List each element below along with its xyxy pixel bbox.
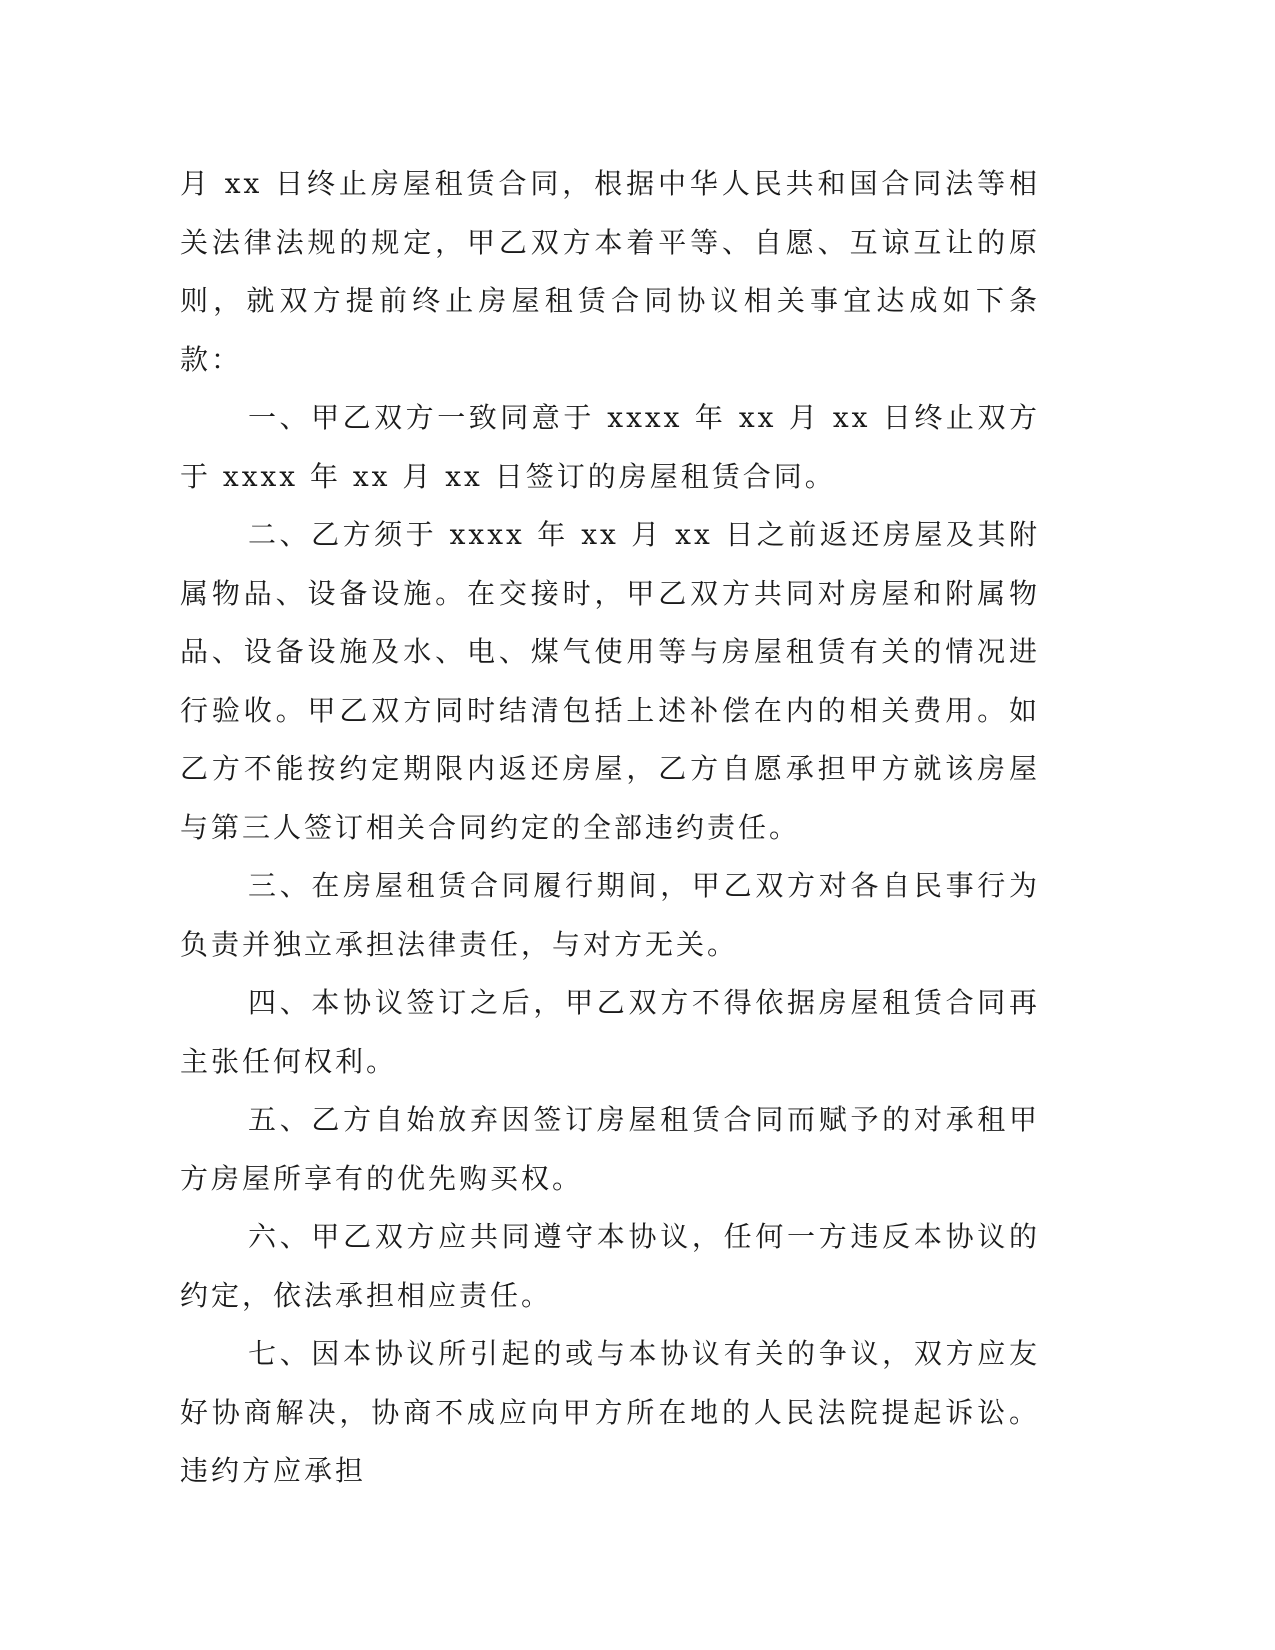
clause-3: 三、在房屋租赁合同履行期间，甲乙双方对各自民事行为负责并独立承担法律责任，与对方无关。 [180,869,1040,961]
clause-5: 五、乙方自始放弃因签订房屋租赁合同而赋予的对承租甲方房屋所享有的优先购买权。 [180,1103,1040,1195]
paragraph-intro: 月 xx 日终止房屋租赁合同，根据中华人民共和国合同法等相关法律法规的规定，甲乙双方本着平等、自愿、互谅互让的原则，就双方提前终止房屋租赁合同协议相关事宜达成如下条款： [180,167,1040,376]
clause-4: 四、本协议签订之后，甲乙双方不得依据房屋租赁合同再主张任何权利。 [180,986,1040,1078]
clause-2: 二、乙方须于 xxxx 年 xx 月 xx 日之前返还房屋及其附属物品、设备设施。在交接时，甲乙双方共同对房屋和附属物品、设备设施及水、电、煤气使用等与房屋租赁有关的情况进行验收。甲乙双方同时结清包括上述补偿在内的相关费用。如乙方不能按约定期限内返还房屋，乙方自愿承担甲方就该房屋与第三人签订相关合同约定的全部违约责任。 [180,518,1040,844]
clause-1: 一、甲乙双方一致同意于 xxxx 年 xx 月 xx 日终止双方于 xxxx 年 xx 月 xx 日签订的房屋租赁合同。 [180,401,1040,493]
clause-7: 七、因本协议所引起的或与本协议有关的争议，双方应友好协商解决，协商不成应向甲方所在地的人民法院提起诉讼。违约方应承担 [180,1337,1040,1487]
document-body [180,155,1040,1501]
clause-6: 六、甲乙双方应共同遵守本协议，任何一方违反本协议的约定，依法承担相应责任。 [180,1220,1040,1312]
